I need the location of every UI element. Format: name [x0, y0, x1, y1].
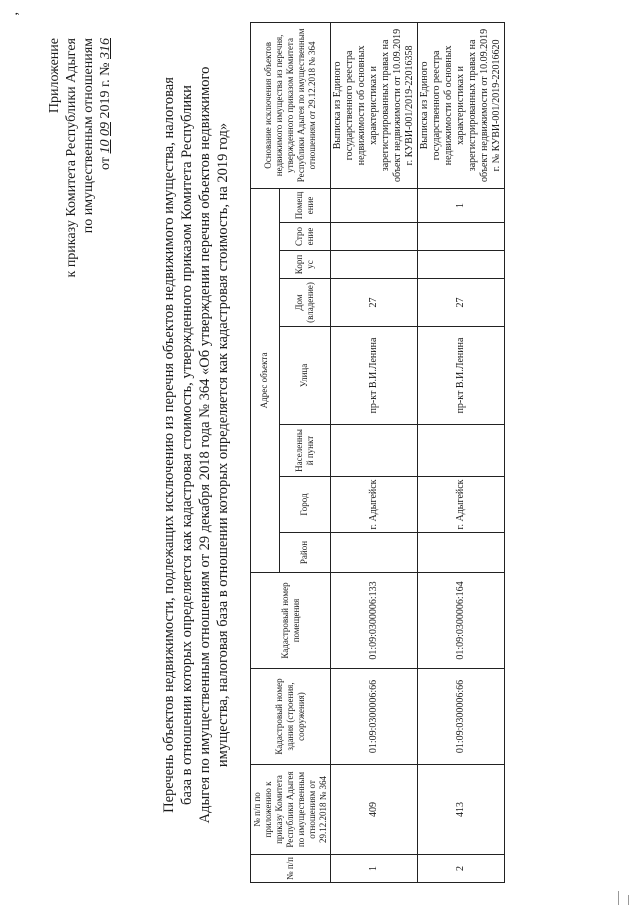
col-kn-build: Кадастровый номер здания (строения, сооружения) — [251, 669, 331, 765]
col-pomeshenie: Помещение — [279, 188, 330, 222]
date-year: 2019 г. № — [98, 62, 113, 119]
cell-n: 1 — [331, 855, 418, 883]
col-stroenie: Строение — [279, 223, 330, 251]
cell-osnovanie: Выписка из Единого государственного реестра недвижимости об основных характеристиках и зарегистрированных правах на объект недвижимости от 10.09.2019 г. № КУВИ-001/2019-22016620 — [418, 22, 505, 188]
corner-mark: , — [6, 12, 21, 16]
cell-gorod: г. Адыгейск — [331, 477, 418, 533]
cell-stroenie — [418, 223, 505, 251]
cell-ulica: пр-кт В.И.Ленина — [418, 327, 505, 425]
appendix-line-3: по имущественным отношениям — [81, 38, 96, 234]
col-rayon: Район — [279, 533, 330, 573]
table-row — [331, 22, 418, 882]
cell-ulica: пр-кт В.И.Ленина — [331, 327, 418, 425]
cell-np: 413 — [418, 765, 505, 855]
cell-rayon — [418, 533, 505, 573]
cell-n: 2 — [418, 855, 505, 883]
cell-korpus — [418, 251, 505, 279]
cell-kn-build: 01:09:0300006:66 — [331, 669, 418, 765]
table-row — [418, 22, 505, 882]
date-day: 10 — [98, 139, 113, 154]
appendix-line-1: Приложение — [47, 38, 62, 114]
col-korpus: Корпус — [279, 251, 330, 279]
col-np: № п/п по приложению к приказу Комитета Республики Адыгея по имущественным отношениям от 29.12.2018 № 364 — [251, 765, 331, 855]
cell-np-punkt — [418, 425, 505, 477]
cell-gorod: г. Адыгейск — [418, 477, 505, 533]
cell-dom: 27 — [418, 279, 505, 327]
scan-line — [628, 895, 629, 905]
scan-line — [618, 891, 619, 905]
cell-korpus — [331, 251, 418, 279]
cell-stroenie — [331, 223, 418, 251]
header-row-1 — [251, 22, 280, 882]
cell-osnovanie: Выписка из Единого государственного реестра недвижимости об основных характеристиках и зарегистрированных правах на объект недвижимости от 10.09.2019 г. КУВИ-001/2019-22016358 — [331, 22, 418, 188]
appendix-date-line — [97, 38, 114, 277]
cell-kn-room: 01:09:0300006:133 — [331, 573, 418, 669]
cell-pomeshenie — [331, 188, 418, 222]
cell-np: 409 — [331, 765, 418, 855]
col-kn-room: Кадастровый номер помещения — [251, 573, 331, 669]
col-ulica: Улица — [279, 327, 330, 425]
date-prefix: от — [98, 157, 113, 170]
col-n: № п/п — [251, 855, 331, 883]
order-number: 316 — [98, 38, 113, 59]
col-address: Адрес объекта — [251, 188, 280, 572]
appendix-header — [46, 38, 114, 277]
col-gorod: Город — [279, 477, 330, 533]
cell-kn-room: 01:09:0300006:164 — [418, 573, 505, 669]
document-title: Перечень объектов недвижимости, подлежащих исключению из перечня объектов недвижимого имущества, налоговая база в отношении которых определяется как кадастровая стоимость, утвержденного приказом Комитета Республики Адыгея по имущественным отношениям от 29 декабря 2018 года № 364 «Об утверждении перечня объектов недвижимого имущества, налоговая база в отношении которых определяется как кадастровая стоимость, на 2019 год» — [161, 66, 231, 824]
appendix-line-2: к приказу Комитета Республики Адыгея — [64, 38, 79, 278]
date-month: 09 — [98, 122, 113, 137]
cell-rayon — [331, 533, 418, 573]
cell-kn-build: 01:09:0300006:66 — [418, 669, 505, 765]
col-np-punkt: Населенный пункт — [279, 425, 330, 477]
cell-dom: 27 — [331, 279, 418, 327]
cell-np-punkt — [331, 425, 418, 477]
col-dom: Дом (владение) — [279, 279, 330, 327]
objects-table — [250, 22, 505, 883]
col-osnovanie: Основание исключения объектов недвижимого имущества из перечня, утвержденного приказом Комитета Республики Адыгея по имущественным отношениям от 29.12.2018 № 364 — [251, 22, 331, 188]
cell-pomeshenie: 1 — [418, 188, 505, 222]
